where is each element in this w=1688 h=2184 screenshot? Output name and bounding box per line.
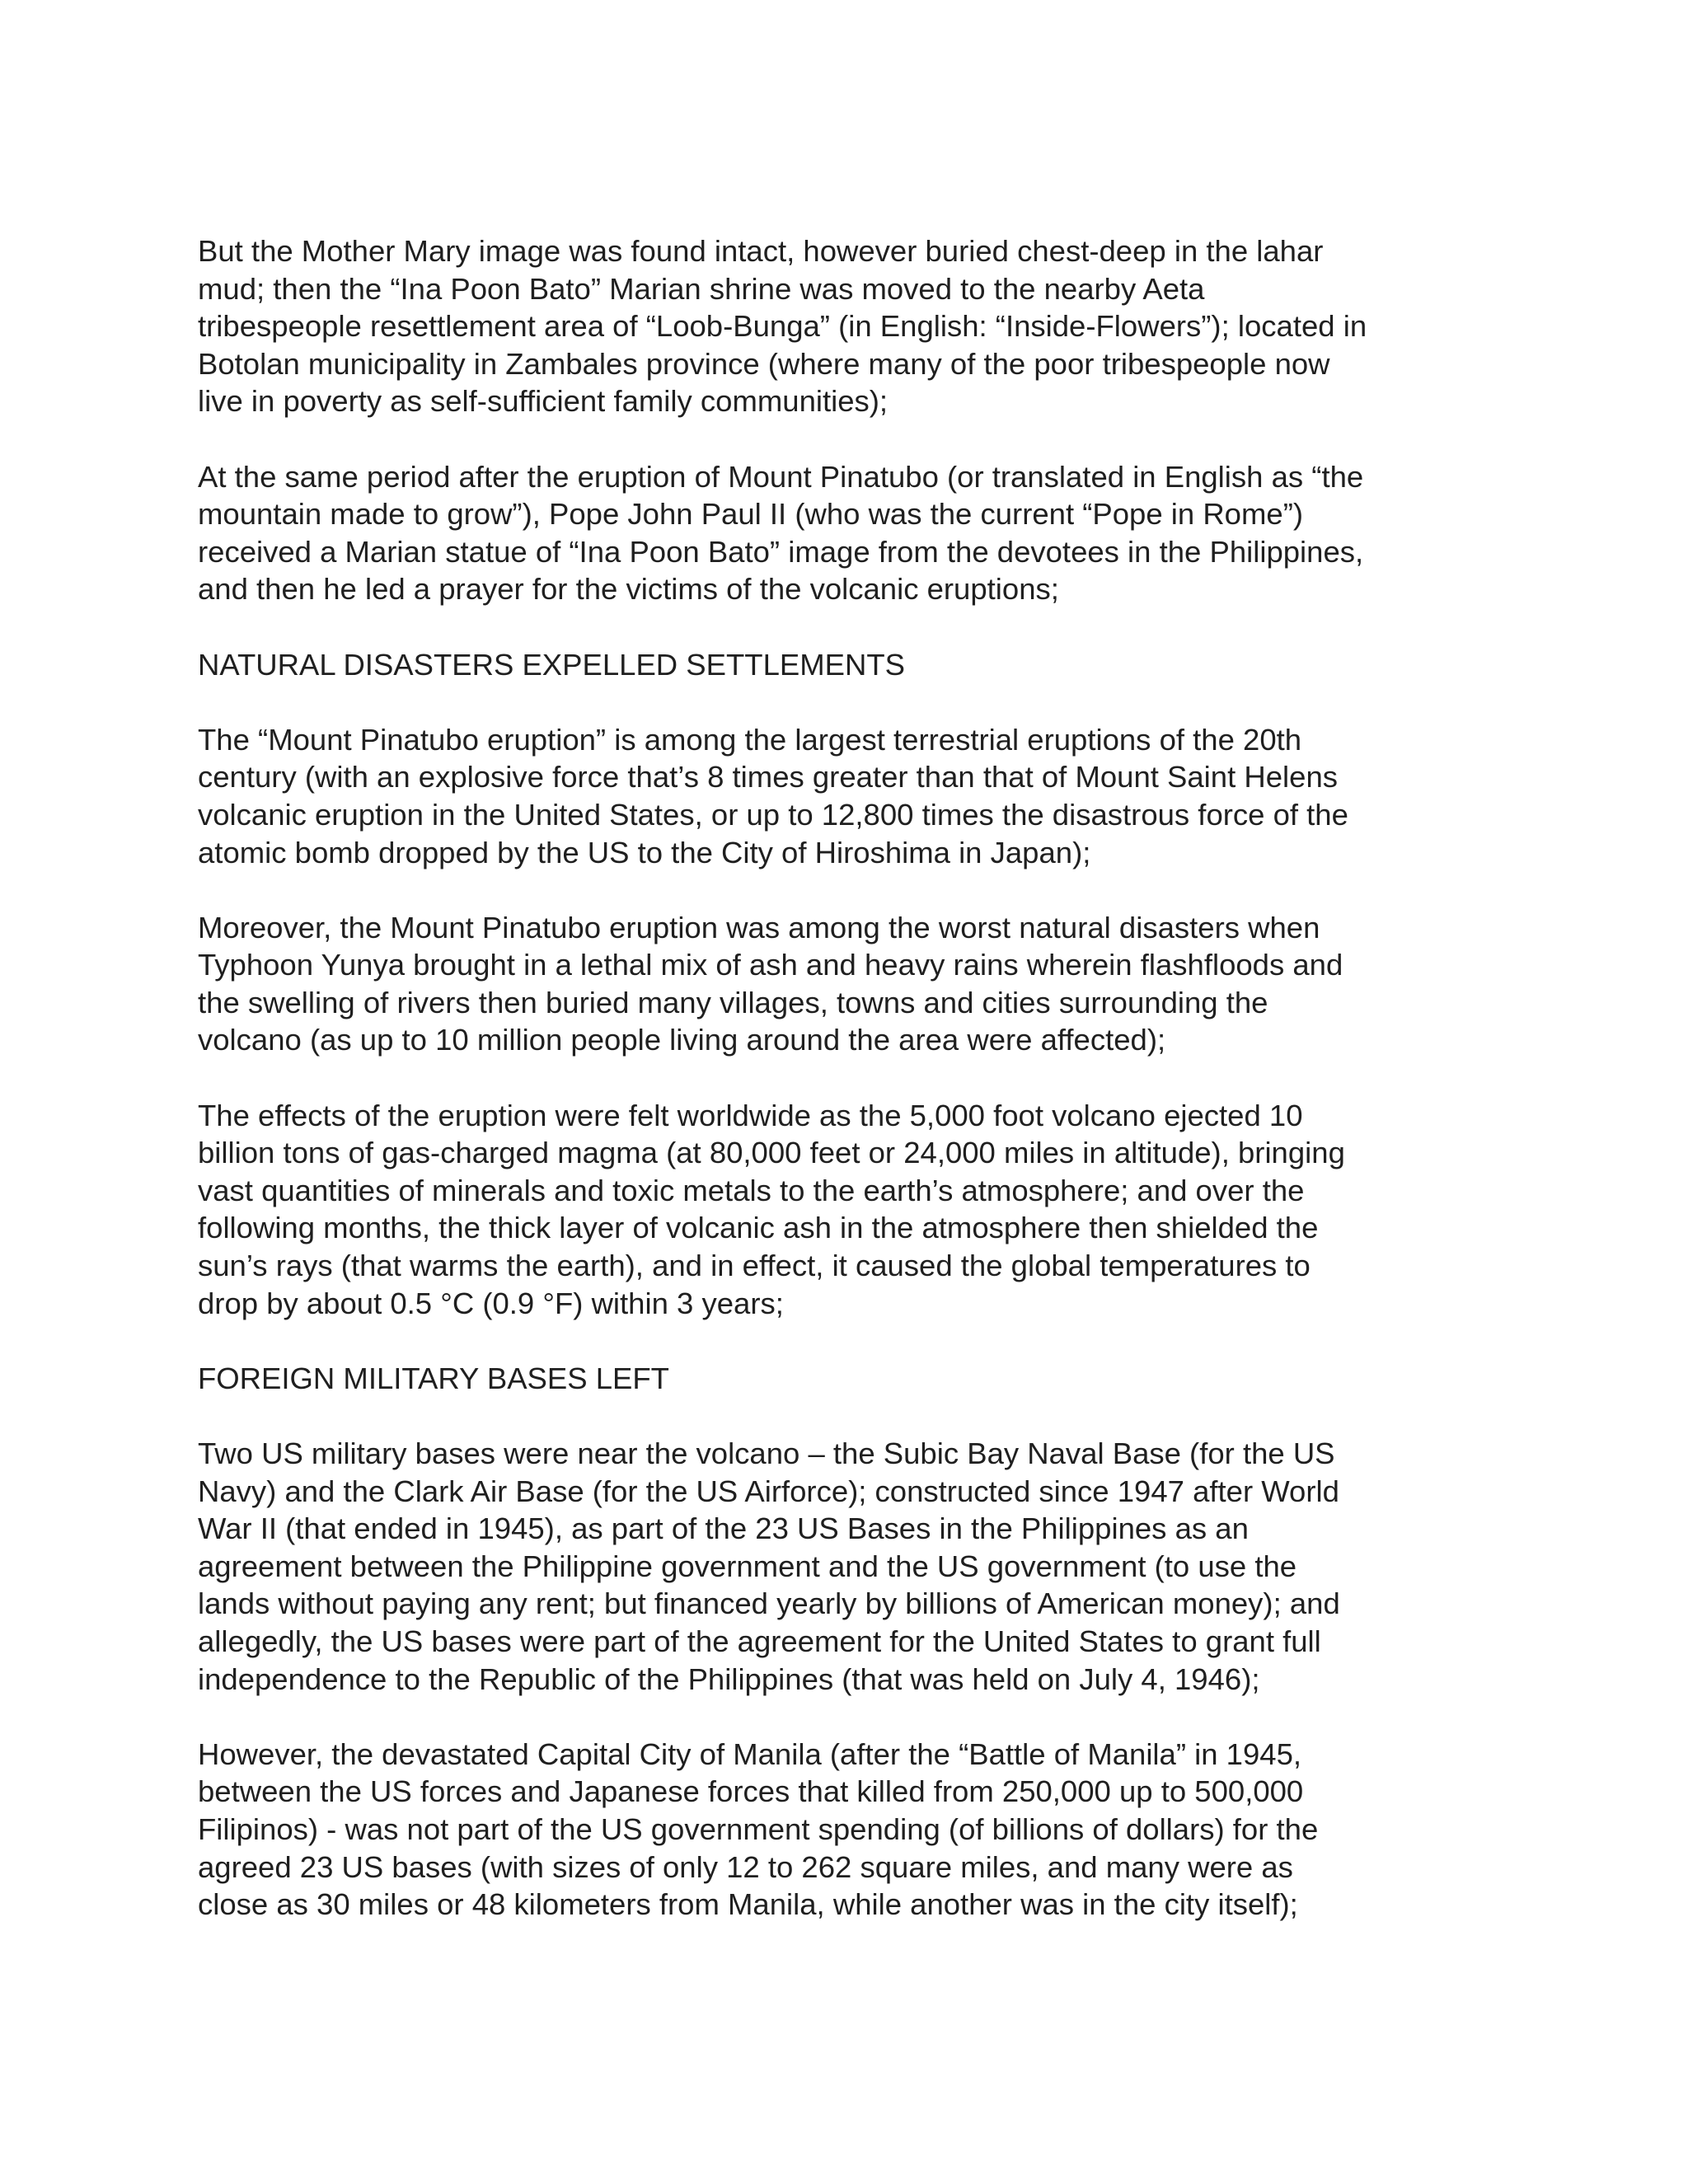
text-line: and then he led a prayer for the victims of the volcanic eruptions;	[198, 572, 1059, 607]
heading-natural-disasters	[198, 646, 1484, 684]
text-line: vast quantities of minerals and toxic metals to the earth’s atmosphere; and over the	[198, 1173, 1305, 1207]
text-line: agreed 23 US bases (with sizes of only 12 to 262 square miles, and many were as	[198, 1849, 1293, 1884]
document-body	[198, 232, 1484, 1961]
section-heading: NATURAL DISASTERS EXPELLED SETTLEMENTS	[198, 647, 905, 682]
text-line: Filipinos) - was not part of the US government spending (of billions of dollars) for the	[198, 1811, 1319, 1846]
text-line: tribespeople resettlement area of “Loob-Bunga” (in English: “Inside-Flowers”); located in	[198, 309, 1367, 344]
text-line: At the same period after the eruption of Mount Pinatubo (or translated in English as “the	[198, 459, 1364, 494]
text-line: atomic bomb dropped by the US to the City of Hiroshima in Japan);	[198, 835, 1091, 869]
text-line: volcanic eruption in the United States, or up to 12,800 times the disastrous force of the	[198, 797, 1348, 832]
text-line: close as 30 miles or 48 kilometers from Manila, while another was in the city itself);	[198, 1887, 1298, 1922]
text-line: mud; then the “Ina Poon Bato” Marian shrine was moved to the nearby Aeta	[198, 271, 1205, 306]
section-heading: FOREIGN MILITARY BASES LEFT	[198, 1361, 669, 1395]
paragraph-manila	[198, 1736, 1484, 1924]
paragraph-eruption-scale	[198, 721, 1484, 871]
text-line: sun’s rays (that warms the earth), and in effect, it caused the global temperatures to	[198, 1249, 1311, 1283]
paragraph-pope-statue	[198, 458, 1484, 608]
text-line: allegedly, the US bases were part of the agreement for the United States to grant full	[198, 1624, 1321, 1658]
text-line: the swelling of rivers then buried many villages, towns and cities surrounding the	[198, 985, 1268, 1019]
text-line: independence to the Republic of the Philippines (that was held on July 4, 1946);	[198, 1661, 1260, 1696]
text-line: received a Marian statue of “Ina Poon Bato” image from the devotees in the Philippines,	[198, 534, 1364, 569]
text-line: live in poverty as self-sufficient family communities);	[198, 384, 889, 419]
heading-foreign-bases	[198, 1360, 1484, 1398]
text-line: century (with an explosive force that’s 8 times greater than that of Mount Saint Helens	[198, 760, 1338, 794]
text-line: Botolan municipality in Zambales province (where many of the poor tribespeople now	[198, 346, 1330, 381]
text-line: Moreover, the Mount Pinatubo eruption was among the worst natural disasters when	[198, 910, 1320, 944]
text-line: Typhoon Yunya brought in a lethal mix of ash and heavy rains wherein flashfloods and	[198, 948, 1343, 982]
text-line: between the US forces and Japanese forces that killed from 250,000 up to 500,000	[198, 1774, 1304, 1809]
text-line: But the Mother Mary image was found intact, however buried chest-deep in the lahar	[198, 234, 1324, 268]
text-line: The effects of the eruption were felt worldwide as the 5,000 foot volcano ejected 10	[198, 1098, 1303, 1132]
text-line: However, the devastated Capital City of Manila (after the “Battle of Manila” in 1945,	[198, 1736, 1302, 1771]
paragraph-global-effects	[198, 1097, 1484, 1323]
text-line: agreement between the Philippine government and the US government (to use the	[198, 1549, 1297, 1583]
text-line: drop by about 0.5 °C (0.9 °F) within 3 years;	[198, 1286, 784, 1320]
text-line: War II (that ended in 1945), as part of the 23 US Bases in the Philippines as an	[198, 1511, 1249, 1546]
text-line: billion tons of gas-charged magma (at 80,000 feet or 24,000 miles in altitude), bringing	[198, 1136, 1345, 1170]
text-line: mountain made to grow”), Pope John Paul II (who was the current “Pope in Rome”)	[198, 497, 1304, 532]
text-line: Two US military bases were near the volcano – the Subic Bay Naval Base (for the US	[198, 1436, 1335, 1470]
paragraph-typhoon-yunya	[198, 909, 1484, 1059]
paragraph-us-bases	[198, 1435, 1484, 1698]
paragraph-marian-shrine	[198, 232, 1484, 420]
text-line: Navy) and the Clark Air Base (for the US Airforce); constructed since 1947 after World	[198, 1474, 1339, 1508]
text-line: following months, the thick layer of volcanic ash in the atmosphere then shielded the	[198, 1211, 1319, 1245]
text-line: volcano (as up to 10 million people living around the area were affected);	[198, 1023, 1166, 1057]
text-line: lands without paying any rent; but financed yearly by billions of American money); and	[198, 1586, 1340, 1621]
text-line: The “Mount Pinatubo eruption” is among the largest terrestrial eruptions of the 20th	[198, 722, 1302, 757]
